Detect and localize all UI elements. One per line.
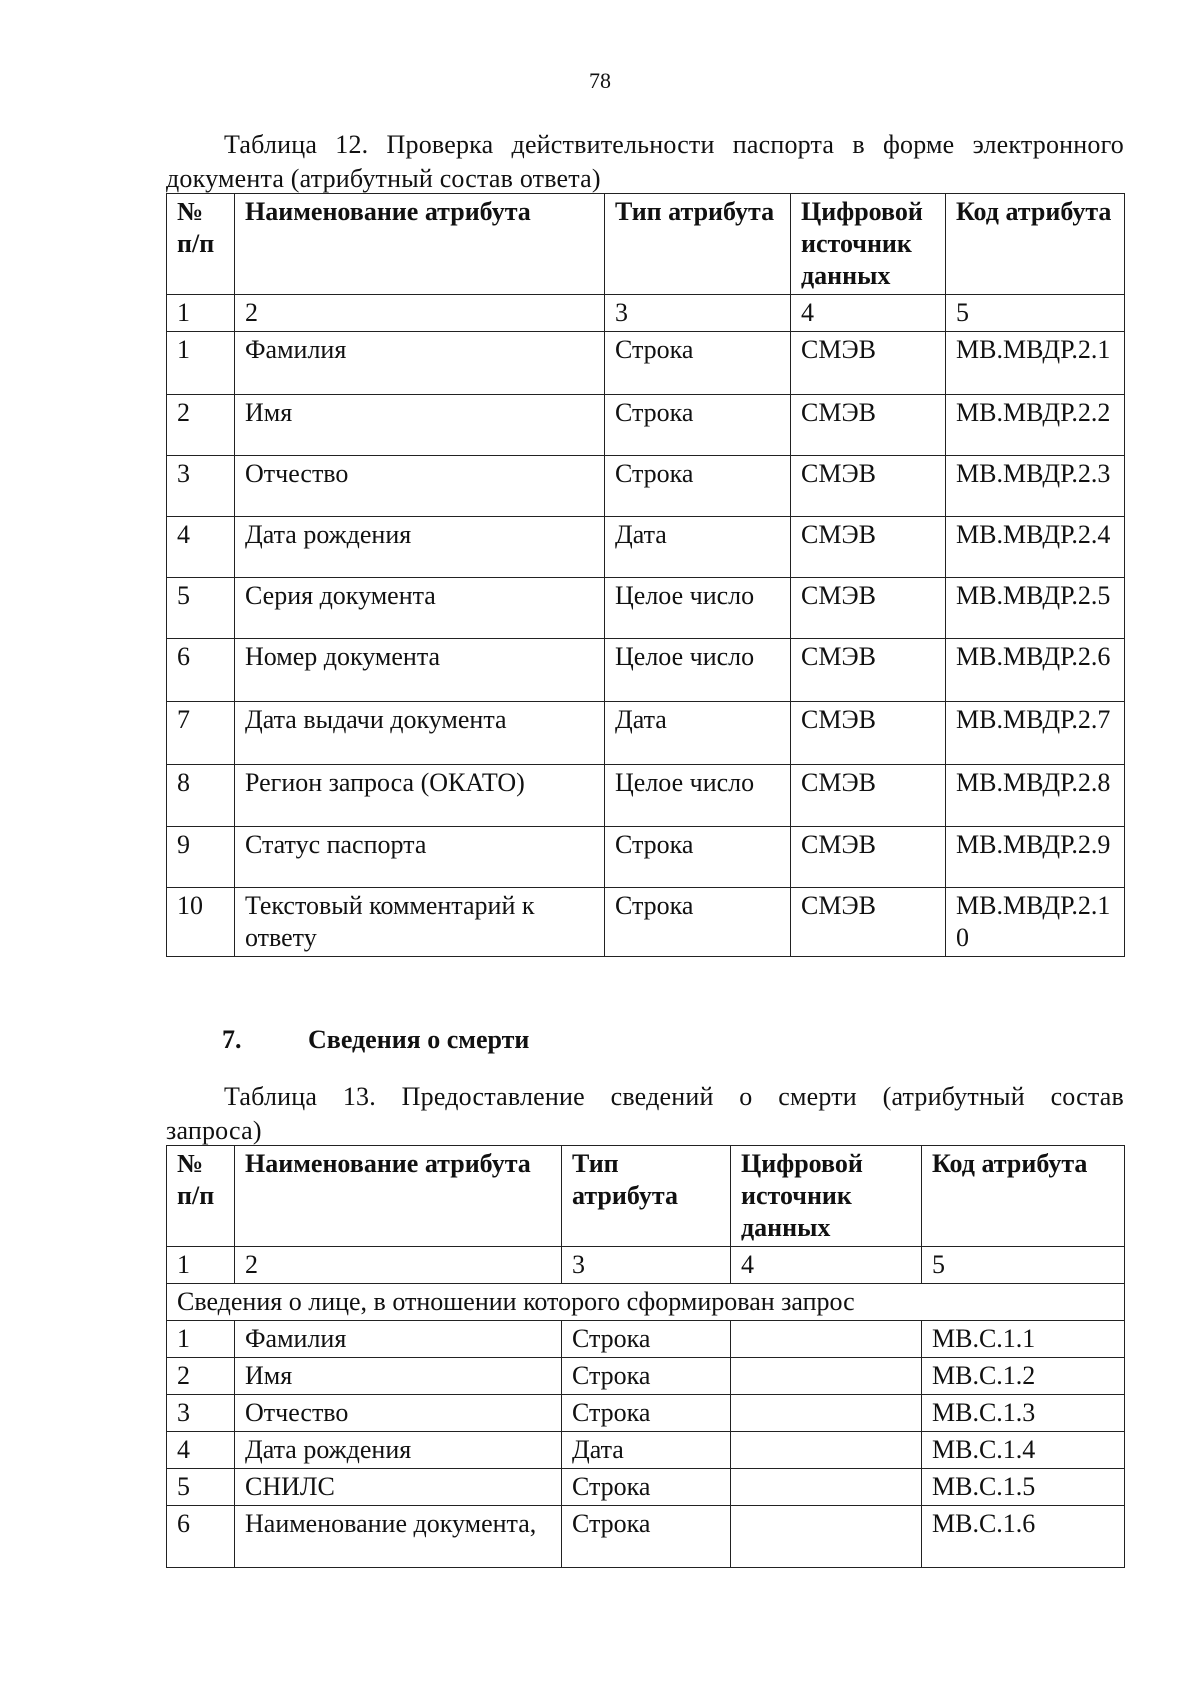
- cell-attribute-name: Дата рождения: [235, 1432, 562, 1469]
- cell-attribute-name: Серия документа: [235, 578, 605, 639]
- table-13-caption: Таблица 13. Предоставление сведений о смерти (атрибутный состав запроса): [166, 1082, 1124, 1145]
- cell-number: 6: [167, 639, 235, 702]
- cell-attribute-type: Строка: [605, 332, 791, 395]
- cell-attribute-name: Статус паспорта: [235, 827, 605, 888]
- cell-attribute-type: Строка: [562, 1321, 731, 1358]
- table-row: [167, 1469, 1125, 1506]
- cell-attribute-code: МВ.МВДР.2.9: [946, 827, 1125, 888]
- table-section-label: Сведения о лице, в отношении которого сформирован запрос: [167, 1284, 1125, 1321]
- cell-data-source: СМЭВ: [791, 395, 946, 456]
- cell-number: 3: [167, 1395, 235, 1432]
- header-attribute-code: Код атрибута: [922, 1146, 1125, 1247]
- column-number: 1: [167, 1247, 235, 1284]
- cell-attribute-code: МВ.МВДР.2.10: [946, 888, 1125, 957]
- table-row: [167, 1506, 1125, 1568]
- cell-attribute-name: Дата выдачи документа: [235, 702, 605, 765]
- cell-attribute-code: МВ.С.1.3: [922, 1395, 1125, 1432]
- header-attribute-name: Наименование атрибута: [235, 1146, 562, 1247]
- cell-data-source: СМЭВ: [791, 765, 946, 827]
- cell-attribute-name: Отчество: [235, 1395, 562, 1432]
- section-title: Сведения о смерти: [308, 1025, 530, 1054]
- cell-number: 9: [167, 827, 235, 888]
- table-12: [166, 193, 1125, 957]
- cell-data-source: [731, 1395, 922, 1432]
- table-row: [167, 1321, 1125, 1358]
- cell-attribute-code: МВ.МВДР.2.2: [946, 395, 1125, 456]
- cell-attribute-type: Строка: [605, 456, 791, 517]
- cell-attribute-code: МВ.С.1.5: [922, 1469, 1125, 1506]
- cell-data-source: СМЭВ: [791, 702, 946, 765]
- cell-attribute-type: Строка: [605, 888, 791, 957]
- cell-attribute-code: МВ.МВДР.2.6: [946, 639, 1125, 702]
- cell-number: 2: [167, 395, 235, 456]
- table-row: [167, 1395, 1125, 1432]
- section-number: 7.: [222, 1025, 242, 1054]
- table-row: [167, 332, 1125, 395]
- cell-attribute-type: Строка: [562, 1358, 731, 1395]
- table-row: [167, 517, 1125, 578]
- cell-attribute-name: Фамилия: [235, 332, 605, 395]
- cell-attribute-code: МВ.С.1.6: [922, 1506, 1125, 1568]
- cell-data-source: [731, 1506, 922, 1568]
- cell-attribute-code: МВ.МВДР.2.5: [946, 578, 1125, 639]
- column-number: 5: [922, 1247, 1125, 1284]
- cell-attribute-type: Дата: [605, 702, 791, 765]
- column-number: 2: [235, 295, 605, 332]
- cell-attribute-code: МВ.МВДР.2.4: [946, 517, 1125, 578]
- cell-data-source: СМЭВ: [791, 456, 946, 517]
- column-number: 1: [167, 295, 235, 332]
- cell-data-source: СМЭВ: [791, 578, 946, 639]
- cell-attribute-type: Целое число: [605, 578, 791, 639]
- table-13: [166, 1145, 1125, 1568]
- table-row: [167, 765, 1125, 827]
- cell-attribute-name: Дата рождения: [235, 517, 605, 578]
- cell-attribute-type: Строка: [605, 827, 791, 888]
- cell-attribute-name: Отчество: [235, 456, 605, 517]
- cell-data-source: [731, 1469, 922, 1506]
- table-row: [167, 1432, 1125, 1469]
- cell-data-source: СМЭВ: [791, 332, 946, 395]
- header-number: № п/п: [167, 1146, 235, 1247]
- header-attribute-name: Наименование атрибута: [235, 194, 605, 295]
- column-number: 2: [235, 1247, 562, 1284]
- cell-attribute-name: Номер документа: [235, 639, 605, 702]
- cell-attribute-name: Регион запроса (ОКАТО): [235, 765, 605, 827]
- header-data-source: Цифровой источник данных: [791, 194, 946, 295]
- cell-attribute-type: Дата: [605, 517, 791, 578]
- cell-attribute-code: МВ.С.1.2: [922, 1358, 1125, 1395]
- cell-attribute-name: СНИЛС: [235, 1469, 562, 1506]
- section-heading: [222, 1025, 529, 1055]
- cell-attribute-type: Дата: [562, 1432, 731, 1469]
- table-12-caption: Таблица 12. Проверка действительности паспорта в форме электронного документа (атрибутный состав ответа): [166, 130, 1124, 193]
- table-row: [167, 827, 1125, 888]
- table-row: [167, 578, 1125, 639]
- column-number: 4: [731, 1247, 922, 1284]
- column-number: 3: [605, 295, 791, 332]
- column-number-row: [167, 1247, 1125, 1284]
- column-number: 4: [791, 295, 946, 332]
- table-row: [167, 395, 1125, 456]
- header-number: № п/п: [167, 194, 235, 295]
- column-number: 3: [562, 1247, 731, 1284]
- cell-data-source: СМЭВ: [791, 888, 946, 957]
- cell-attribute-code: МВ.С.1.1: [922, 1321, 1125, 1358]
- cell-attribute-code: МВ.МВДР.2.3: [946, 456, 1125, 517]
- cell-number: 1: [167, 332, 235, 395]
- cell-attribute-name: Текстовый комментарий к ответу: [235, 888, 605, 957]
- cell-number: 7: [167, 702, 235, 765]
- cell-attribute-code: МВ.МВДР.2.1: [946, 332, 1125, 395]
- cell-data-source: [731, 1321, 922, 1358]
- column-number: 5: [946, 295, 1125, 332]
- column-number-row: [167, 295, 1125, 332]
- cell-attribute-name: Фамилия: [235, 1321, 562, 1358]
- cell-attribute-type: Строка: [562, 1506, 731, 1568]
- cell-attribute-code: МВ.МВДР.2.8: [946, 765, 1125, 827]
- table-header-row: [167, 194, 1125, 295]
- table-row: [167, 1358, 1125, 1395]
- cell-number: 8: [167, 765, 235, 827]
- cell-attribute-type: Строка: [562, 1395, 731, 1432]
- cell-number: 4: [167, 517, 235, 578]
- cell-data-source: [731, 1432, 922, 1469]
- cell-number: 2: [167, 1358, 235, 1395]
- cell-attribute-type: Целое число: [605, 765, 791, 827]
- header-attribute-type: Тип атрибута: [605, 194, 791, 295]
- cell-number: 3: [167, 456, 235, 517]
- header-attribute-type: Тип атрибута: [562, 1146, 731, 1247]
- header-attribute-code: Код атрибута: [946, 194, 1125, 295]
- cell-attribute-name: Имя: [235, 395, 605, 456]
- table-row: [167, 702, 1125, 765]
- cell-attribute-code: МВ.МВДР.2.7: [946, 702, 1125, 765]
- cell-data-source: СМЭВ: [791, 517, 946, 578]
- cell-number: 4: [167, 1432, 235, 1469]
- cell-attribute-name: Имя: [235, 1358, 562, 1395]
- cell-number: 1: [167, 1321, 235, 1358]
- cell-data-source: [731, 1358, 922, 1395]
- cell-number: 5: [167, 1469, 235, 1506]
- header-data-source: Цифровой источник данных: [731, 1146, 922, 1247]
- cell-number: 5: [167, 578, 235, 639]
- table-section-row: [167, 1284, 1125, 1321]
- cell-data-source: СМЭВ: [791, 827, 946, 888]
- cell-data-source: СМЭВ: [791, 639, 946, 702]
- page-number: 78: [589, 68, 611, 93]
- table-row: [167, 456, 1125, 517]
- cell-attribute-name: Наименование документа,: [235, 1506, 562, 1568]
- cell-number: 6: [167, 1506, 235, 1568]
- table-row: [167, 639, 1125, 702]
- table-row: [167, 888, 1125, 957]
- cell-number: 10: [167, 888, 235, 957]
- cell-attribute-type: Строка: [562, 1469, 731, 1506]
- cell-attribute-type: Строка: [605, 395, 791, 456]
- table-header-row: [167, 1146, 1125, 1247]
- cell-attribute-code: МВ.С.1.4: [922, 1432, 1125, 1469]
- cell-attribute-type: Целое число: [605, 639, 791, 702]
